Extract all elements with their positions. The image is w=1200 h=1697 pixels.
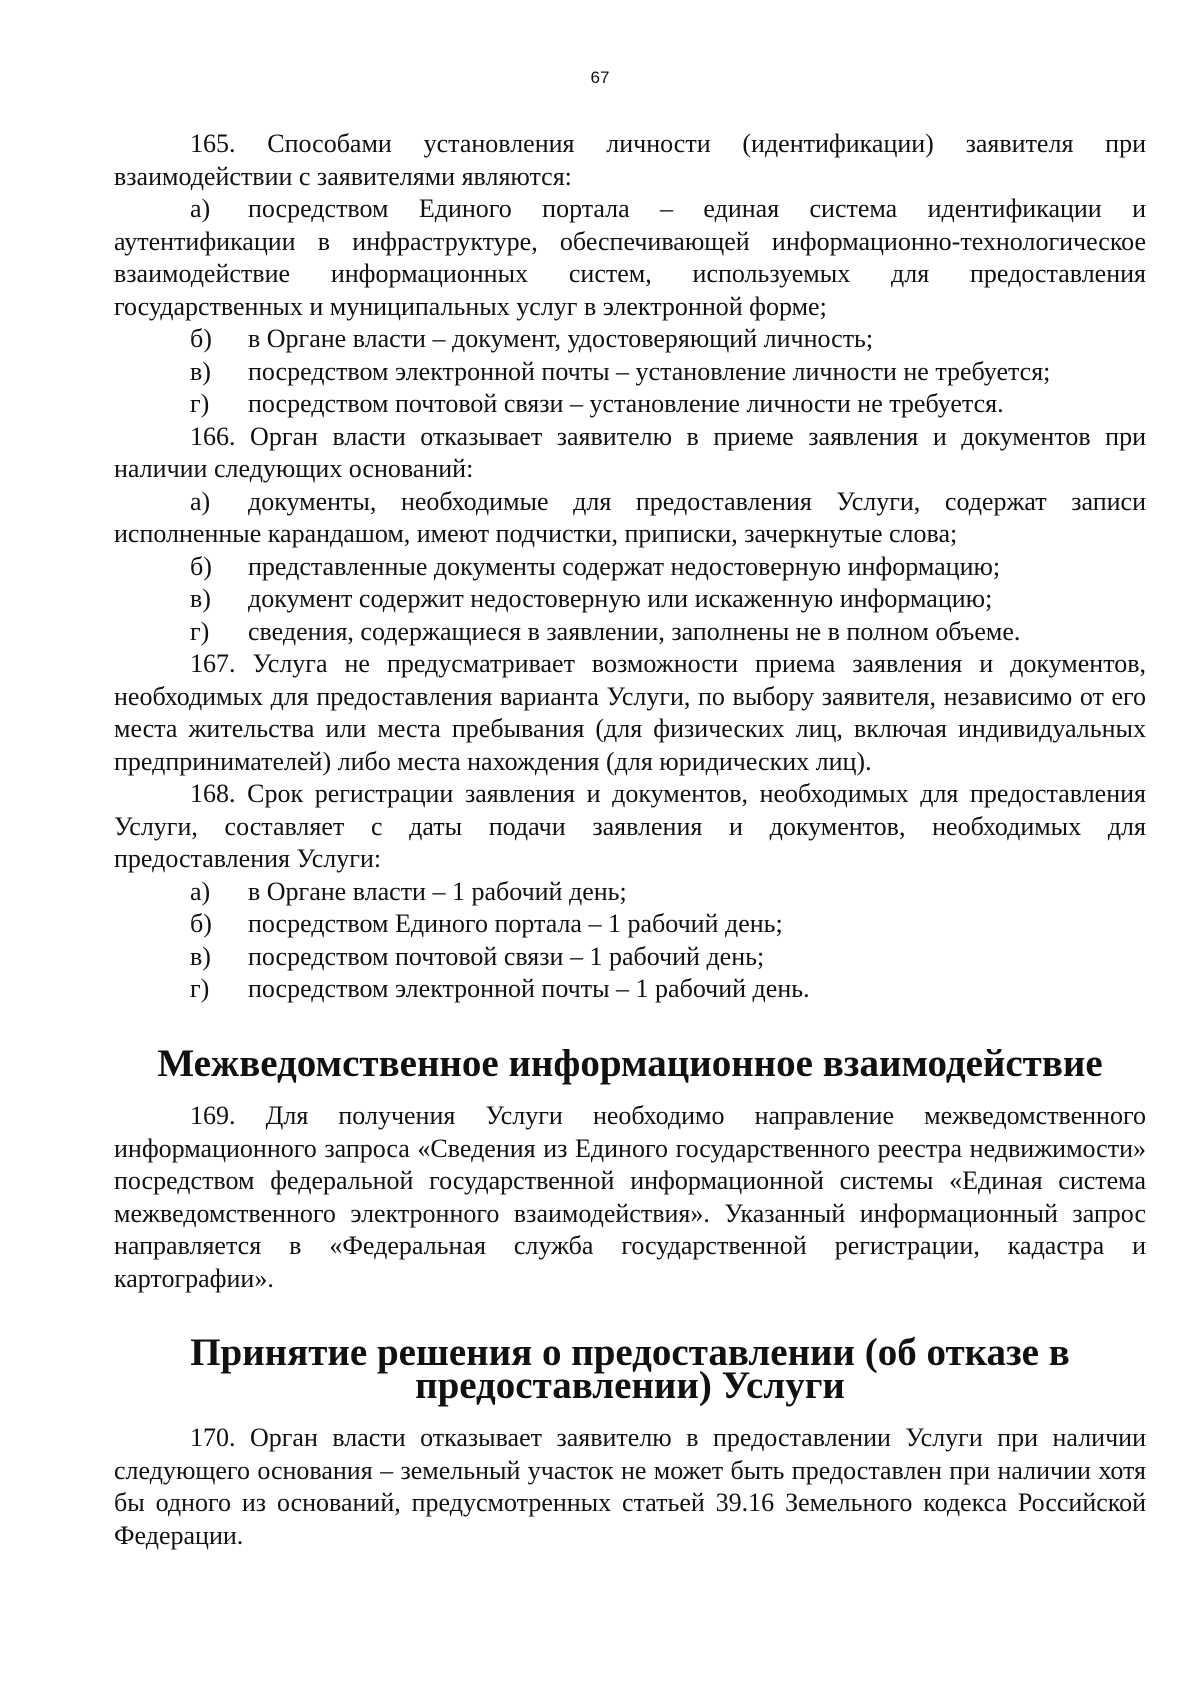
list-item-168-a: [114, 876, 1146, 909]
paragraph-167: 167. Услуга не предусматривает возможности приема заявления и документов, необходимых для предоставления варианта Услуги, по выбору заявителя, независимо от его места жительства или места пребывания (для физических лиц, включая индивидуальных предпринимателей) либо места нахождения (для юридических лиц).: [114, 649, 1146, 776]
list-marker: г): [190, 974, 210, 1003]
list-marker: б): [190, 324, 212, 353]
list-item-text: посредством электронной почты – установление личности не требуется;: [248, 356, 1051, 386]
paragraph-166: 166. Орган власти отказывает заявителю в приеме заявления и документов при наличии следующих оснований:: [114, 421, 1146, 483]
section-heading-decision: Принятие решения о предоставлении (об отказе в предоставлении) Услуги: [190, 1331, 1070, 1407]
list-marker: г): [190, 389, 210, 418]
list-item-165-a: [114, 193, 1146, 323]
list-marker: б): [190, 909, 212, 938]
list-item-text: посредством Единого портала – единая система идентификации и аутентификации в инфраструктуре, обеспечивающей информационно-технологическое взаимодействие информационных систем, используемых для предоставления государственных и муниципальных услуг в электронной форме;: [114, 194, 1146, 321]
list-item-text: сведения, содержащиеся в заявлении, заполнены не в полном объеме.: [248, 616, 1021, 646]
list-marker: г): [190, 616, 210, 646]
paragraph-168: 168. Срок регистрации заявления и документов, необходимых для предоставления Услуги, составляет с даты подачи заявления и документов, необходимых для предоставления Услуги:: [114, 779, 1146, 873]
list-item-165-g: [114, 388, 1146, 421]
list-marker: в): [190, 356, 211, 386]
list-item-text: посредством почтовой связи – установление личности не требуется.: [248, 389, 1004, 418]
list-item-text: в Органе власти – документ, удостоверяющий личность;: [248, 324, 874, 353]
list-marker: в): [190, 584, 211, 613]
list-item-168-b: [114, 908, 1146, 941]
page-number: 67: [590, 68, 610, 87]
list-item-166-g: [114, 616, 1146, 649]
list-item-165-b: [114, 323, 1146, 356]
document-body: [114, 128, 1146, 1552]
list-item-text: представленные документы содержат недостоверную информацию;: [248, 551, 1001, 581]
paragraph-170: 170. Орган власти отказывает заявителю в предоставлении Услуги при наличии следующего основания – земельный участок не может быть предоставлен при наличии хотя бы одного из оснований, предусмотренных статьей 39.16 Земельного кодекса Российской Федерации.: [114, 1423, 1146, 1550]
list-item-166-v: [114, 583, 1146, 616]
list-item-168-g: [114, 973, 1146, 1006]
list-item-text: посредством Единого портала – 1 рабочий день;: [248, 909, 783, 938]
list-item-166-a: [114, 486, 1146, 551]
list-marker: в): [190, 941, 211, 971]
list-marker: а): [190, 194, 211, 223]
list-marker: а): [190, 486, 211, 516]
list-item-168-v: [114, 941, 1146, 974]
list-item-text: в Органе власти – 1 рабочий день;: [248, 876, 627, 906]
list-item-165-v: [114, 356, 1146, 389]
list-item-text: документы, необходимые для предоставления Услуги, содержат записи исполненные карандашом, имеют подчистки, приписки, зачеркнутые слова;: [114, 486, 1146, 548]
list-item-text: посредством почтовой связи – 1 рабочий день;: [248, 941, 765, 971]
list-marker: а): [190, 876, 211, 906]
list-item-text: документ содержит недостоверную или искаженную информацию;: [248, 584, 993, 613]
paragraph-165: 165. Способами установления личности (идентификации) заявителя при взаимодействии с заявителями являются:: [114, 129, 1146, 191]
list-marker: б): [190, 551, 212, 581]
list-item-text: посредством электронной почты – 1 рабочий день.: [248, 974, 810, 1003]
list-item-166-b: [114, 551, 1146, 584]
paragraph-169: 169. Для получения Услуги необходимо направление межведомственного информационного запроса «Сведения из Единого государственного реестра недвижимости» посредством федеральной государственной информационной системы «Единая система межведомственного электронного взаимодействия». Указанный информационный запрос направляется в «Федеральная служба государственной регистрации, кадастра и картографии».: [114, 1101, 1146, 1293]
section-heading-interagency: Межведомственное информационное взаимодействие: [157, 1041, 1103, 1085]
